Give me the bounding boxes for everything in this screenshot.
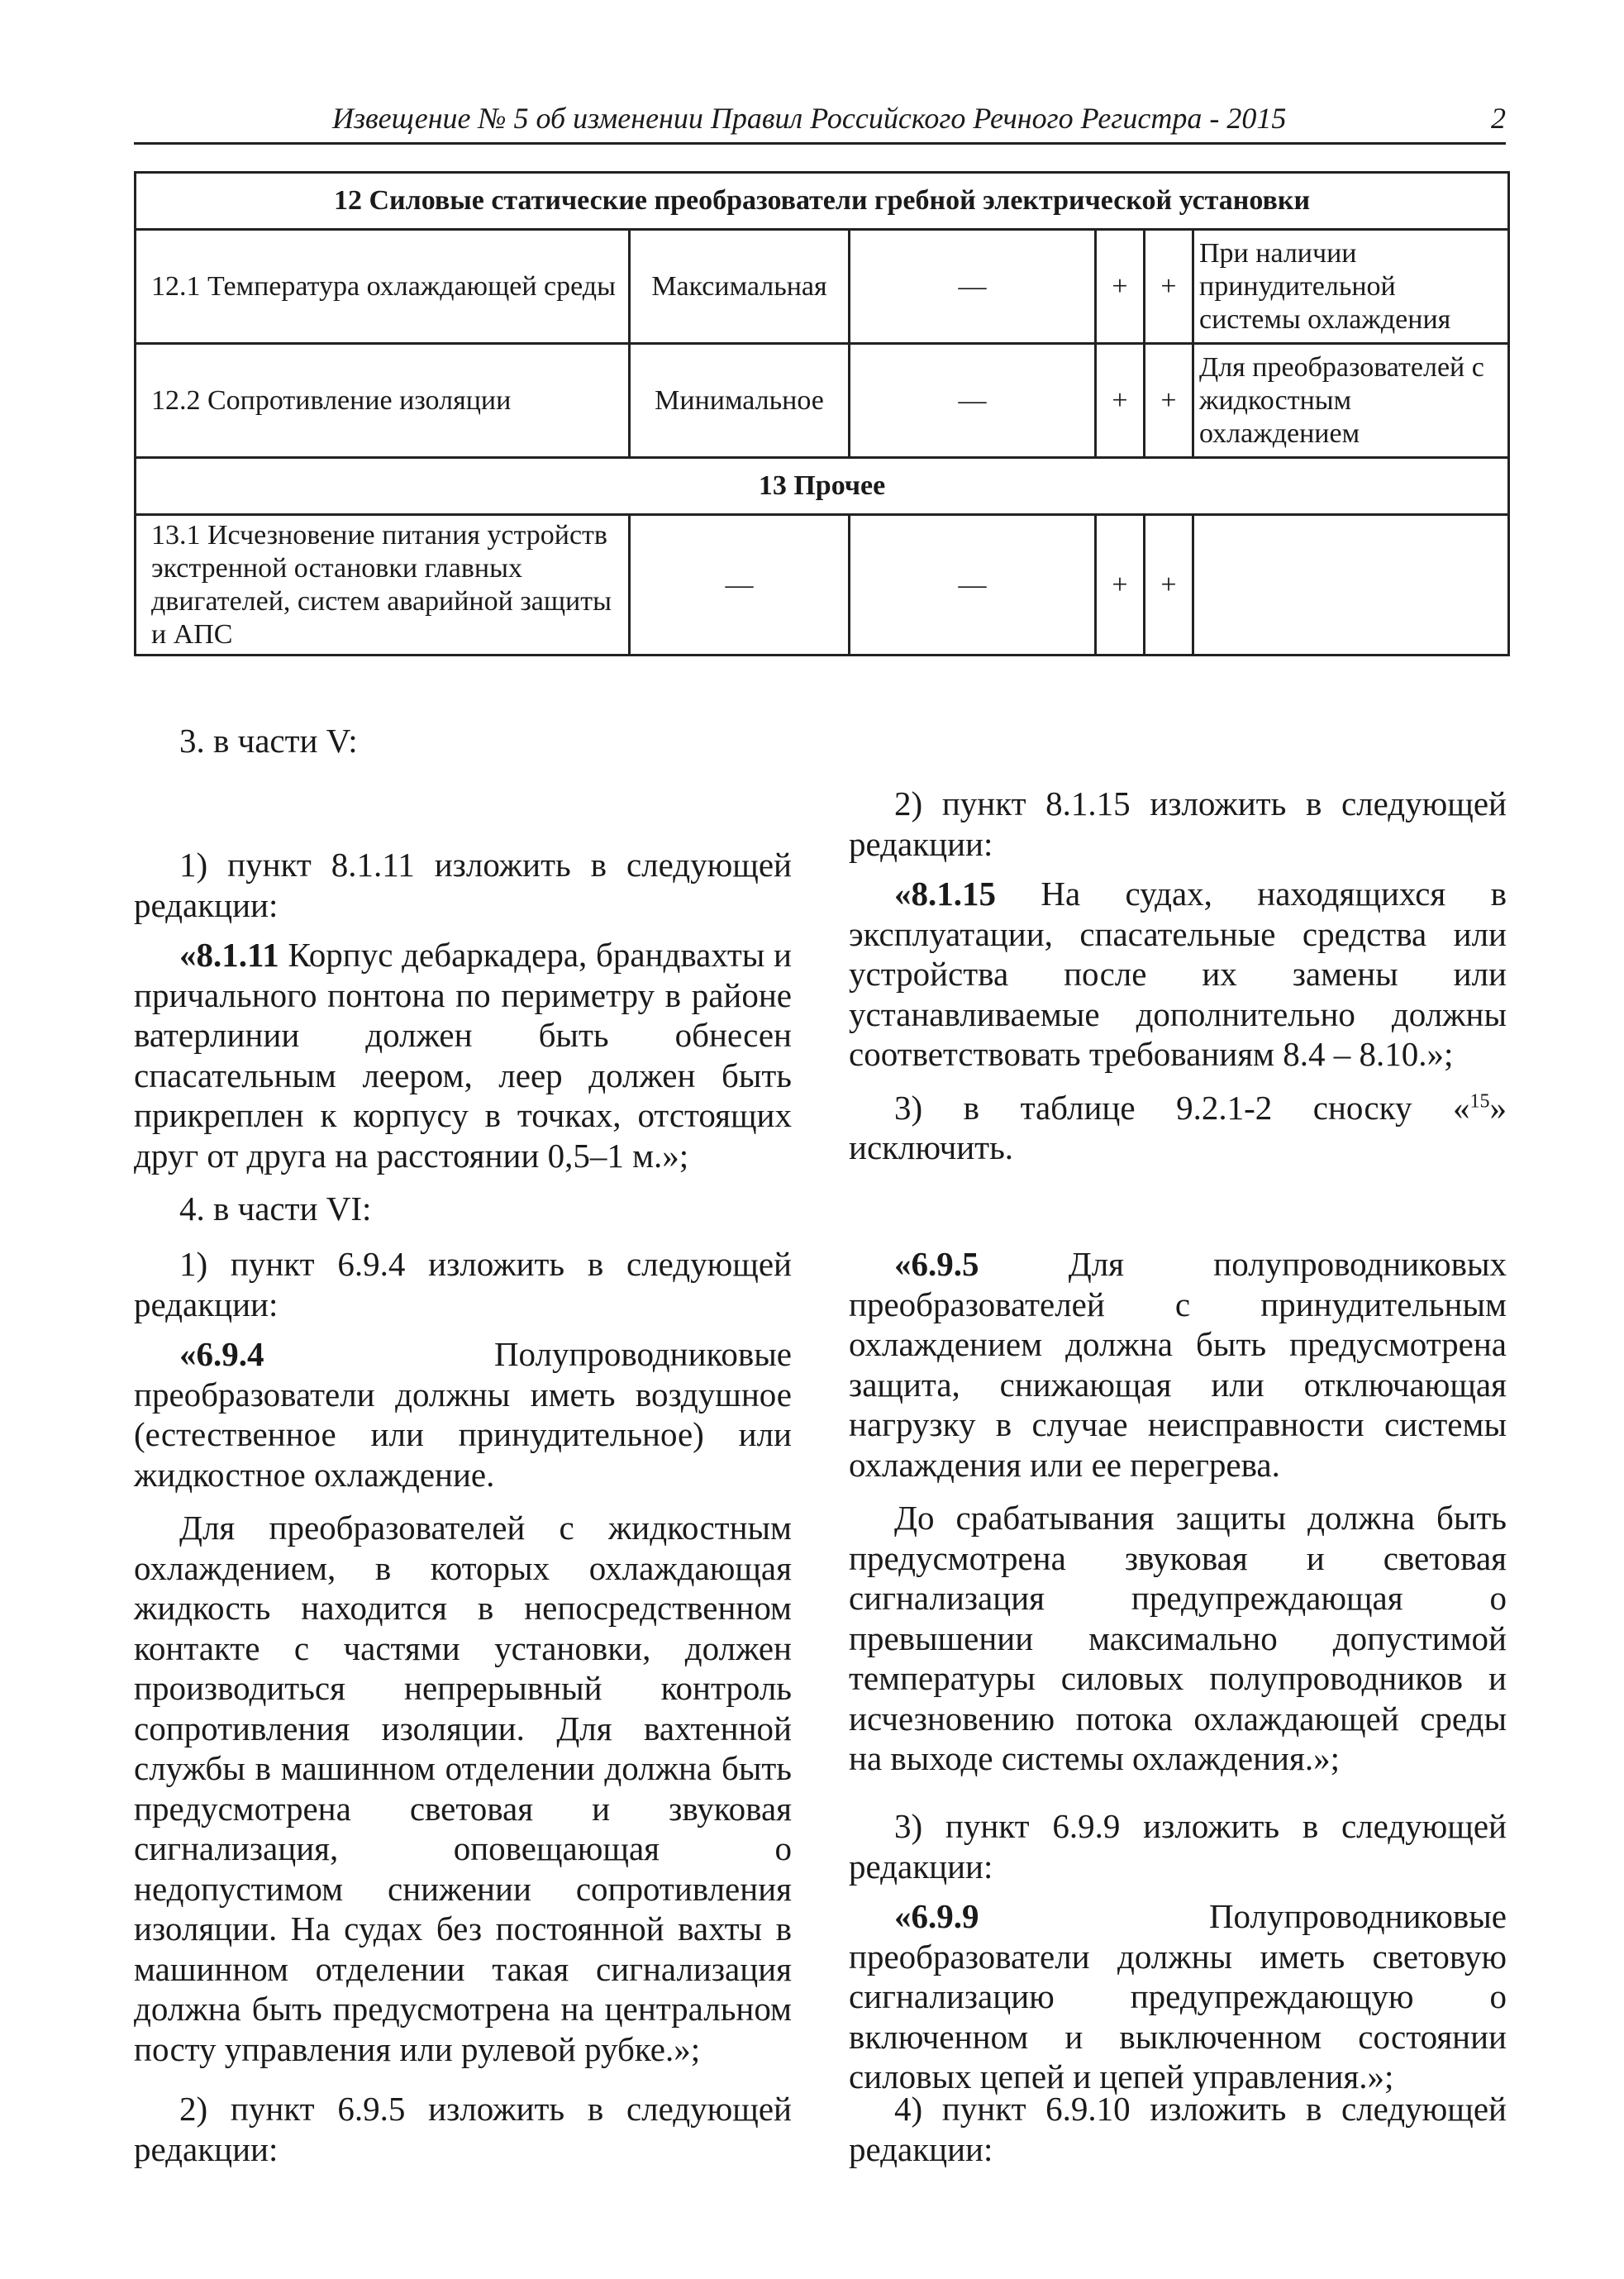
row-12-1-value: Максимальная	[630, 230, 850, 344]
clause-811-text: Корпус дебаркадера, брандвахты и причального понтона по периметру в районе ватерлинии должен быть обнесен спасательным леером, леер должен быть прикреплен к корпусу в точках, отстоящих друг от друга на расстоянии 0,5–1 м.»;	[134, 936, 792, 1175]
left-item-695	[134, 2089, 792, 2169]
table-section-row	[136, 458, 1509, 515]
row-13-1-c5: +	[1145, 515, 1193, 656]
page-number: 2	[1491, 102, 1506, 135]
table-row	[136, 515, 1509, 656]
left-clause-811	[134, 845, 792, 1175]
footnote-sup: 15	[1469, 1089, 1490, 1112]
table-row	[136, 344, 1509, 458]
row-12-2-c4: +	[1096, 344, 1145, 458]
clause-815	[849, 874, 1507, 1075]
parameters-table	[134, 171, 1510, 656]
item-699-intro: 3) пункт 6.9.9 изложить в следующей редакции:	[849, 1807, 1507, 1886]
row-13-1-c3: —	[850, 515, 1096, 656]
left-part5-heading	[134, 721, 792, 761]
section-13-heading: 13 Прочее	[136, 458, 1509, 515]
row-12-1-c5: +	[1145, 230, 1193, 344]
row-12-1-c4: +	[1096, 230, 1145, 344]
footnote-before: 3) в таблице 9.2.1-2 сноску «	[894, 1088, 1470, 1127]
clause-695-text2: До срабатывания защиты должна быть предусмотрена звуковая и световая сигнализация предупреждающая о превышении максимально допустимой температуры силовых полупроводников и исчезновению потока охлаждающей среды на выходе системы охлаждения.»;	[849, 1499, 1507, 1777]
row-13-1-c4: +	[1096, 515, 1145, 656]
clause-815-text: На судах, находящихся в эксплуатации, спасательные средства или устройства после их замены или устанавливаемые дополнительно должны соответствовать требованиям 8.4 – 8.10.»;	[849, 875, 1507, 1073]
row-12-2-value: Минимальное	[630, 344, 850, 458]
clause-811	[134, 935, 792, 1175]
item-695-intro: 2) пункт 6.9.5 изложить в следующей редакции:	[134, 2090, 792, 2168]
clause-694	[134, 1334, 792, 1495]
row-12-1-parameter: 12.1 Температура охлаждающей среды	[136, 230, 630, 344]
header-title: Извещение № 5 об изменении Правил Российского Речного Регистра - 2015	[332, 102, 1287, 135]
item-694-intro: 1) пункт 6.9.4 изложить в следующей редакции:	[134, 1245, 792, 1323]
clause-811-number: «8.1.11	[179, 936, 279, 974]
right-clause-695	[849, 1244, 1507, 1779]
clause-699	[849, 1896, 1507, 2097]
part6-text: 4. в части VI:	[179, 1190, 372, 1228]
page-header	[134, 99, 1506, 145]
item-6910-intro: 4) пункт 6.9.10 изложить в следующей редакции:	[849, 2090, 1507, 2168]
left-part6-heading	[134, 1189, 792, 1229]
row-12-2-c5: +	[1145, 344, 1193, 458]
footnote-after: » исключить.	[849, 1088, 1507, 1166]
row-12-1-note: При наличии принудительной системы охлаждения	[1193, 230, 1509, 344]
item-815-intro: 2) пункт 8.1.15 изложить в следующей редакции:	[849, 784, 1507, 863]
table-section-row	[136, 173, 1509, 230]
row-13-1-parameter: 13.1 Исчезновение питания устройств экстренной остановки главных двигателей, систем аварийной защиты и АПС	[136, 515, 630, 656]
clause-699-text: Полупроводниковые преобразователи должны иметь световую сигнализацию предупреждающую о включенном и выключенном состоянии силовых цепей и цепей управления.»;	[849, 1897, 1507, 2095]
row-12-2-parameter: 12.2 Сопротивление изоляции	[136, 344, 630, 458]
right-item-6910	[849, 2089, 1507, 2169]
clause-694-number: «6.9.4	[179, 1335, 264, 1373]
row-13-1-value: —	[630, 515, 850, 656]
row-13-1-note	[1193, 515, 1509, 656]
clause-694-text: Полупроводниковые преобразователи должны иметь воздушное (естественное или принудительное) или жидкостное охлаждение.	[134, 1335, 792, 1494]
clause-815-number: «8.1.15	[894, 875, 996, 913]
item-811-intro: 1) пункт 8.1.11 изложить в следующей редакции:	[134, 846, 792, 924]
row-12-2-c3: —	[850, 344, 1096, 458]
row-12-1-c3: —	[850, 230, 1096, 344]
clause-695-text: Для полупроводниковых преобразователей с принудительным охлаждением должна быть предусмотрена защита, снижающая или отключающая нагрузку в случае неисправности системы охлаждения или ее перегрева.	[849, 1245, 1507, 1484]
right-clause-815	[849, 784, 1507, 1168]
clause-695-number: «6.9.5	[894, 1245, 979, 1283]
row-12-2-note: Для преобразователей с жидкостным охлаждением	[1193, 344, 1509, 458]
left-clause-694	[134, 1244, 792, 2069]
section-12-heading: 12 Силовые статические преобразователи гребной электрической установки	[136, 173, 1509, 230]
table-row	[136, 230, 1509, 344]
item-footnote	[849, 1088, 1507, 1168]
part5-text: 3. в части V:	[179, 722, 358, 760]
right-clause-699	[849, 1806, 1507, 2097]
clause-695	[849, 1244, 1507, 1485]
clause-699-number: «6.9.9	[894, 1897, 979, 1935]
clause-694-text2: Для преобразователей с жидкостным охлаждением, в которых охлаждающая жидкость находится в непосредственном контакте с частями установки, должен производиться непрерывный контроль сопротивления изоляции. Для вахтенной службы в машинном отделении должна быть предусмотрена световая и звуковая сигнализация, оповещающая о недопустимом снижении сопротивления изоляции. На судах без постоянной вахты в машинном отделении такая сигнализация должна быть предусмотрена на центральном посту управления или рулевой рубке.»;	[134, 1509, 792, 2068]
